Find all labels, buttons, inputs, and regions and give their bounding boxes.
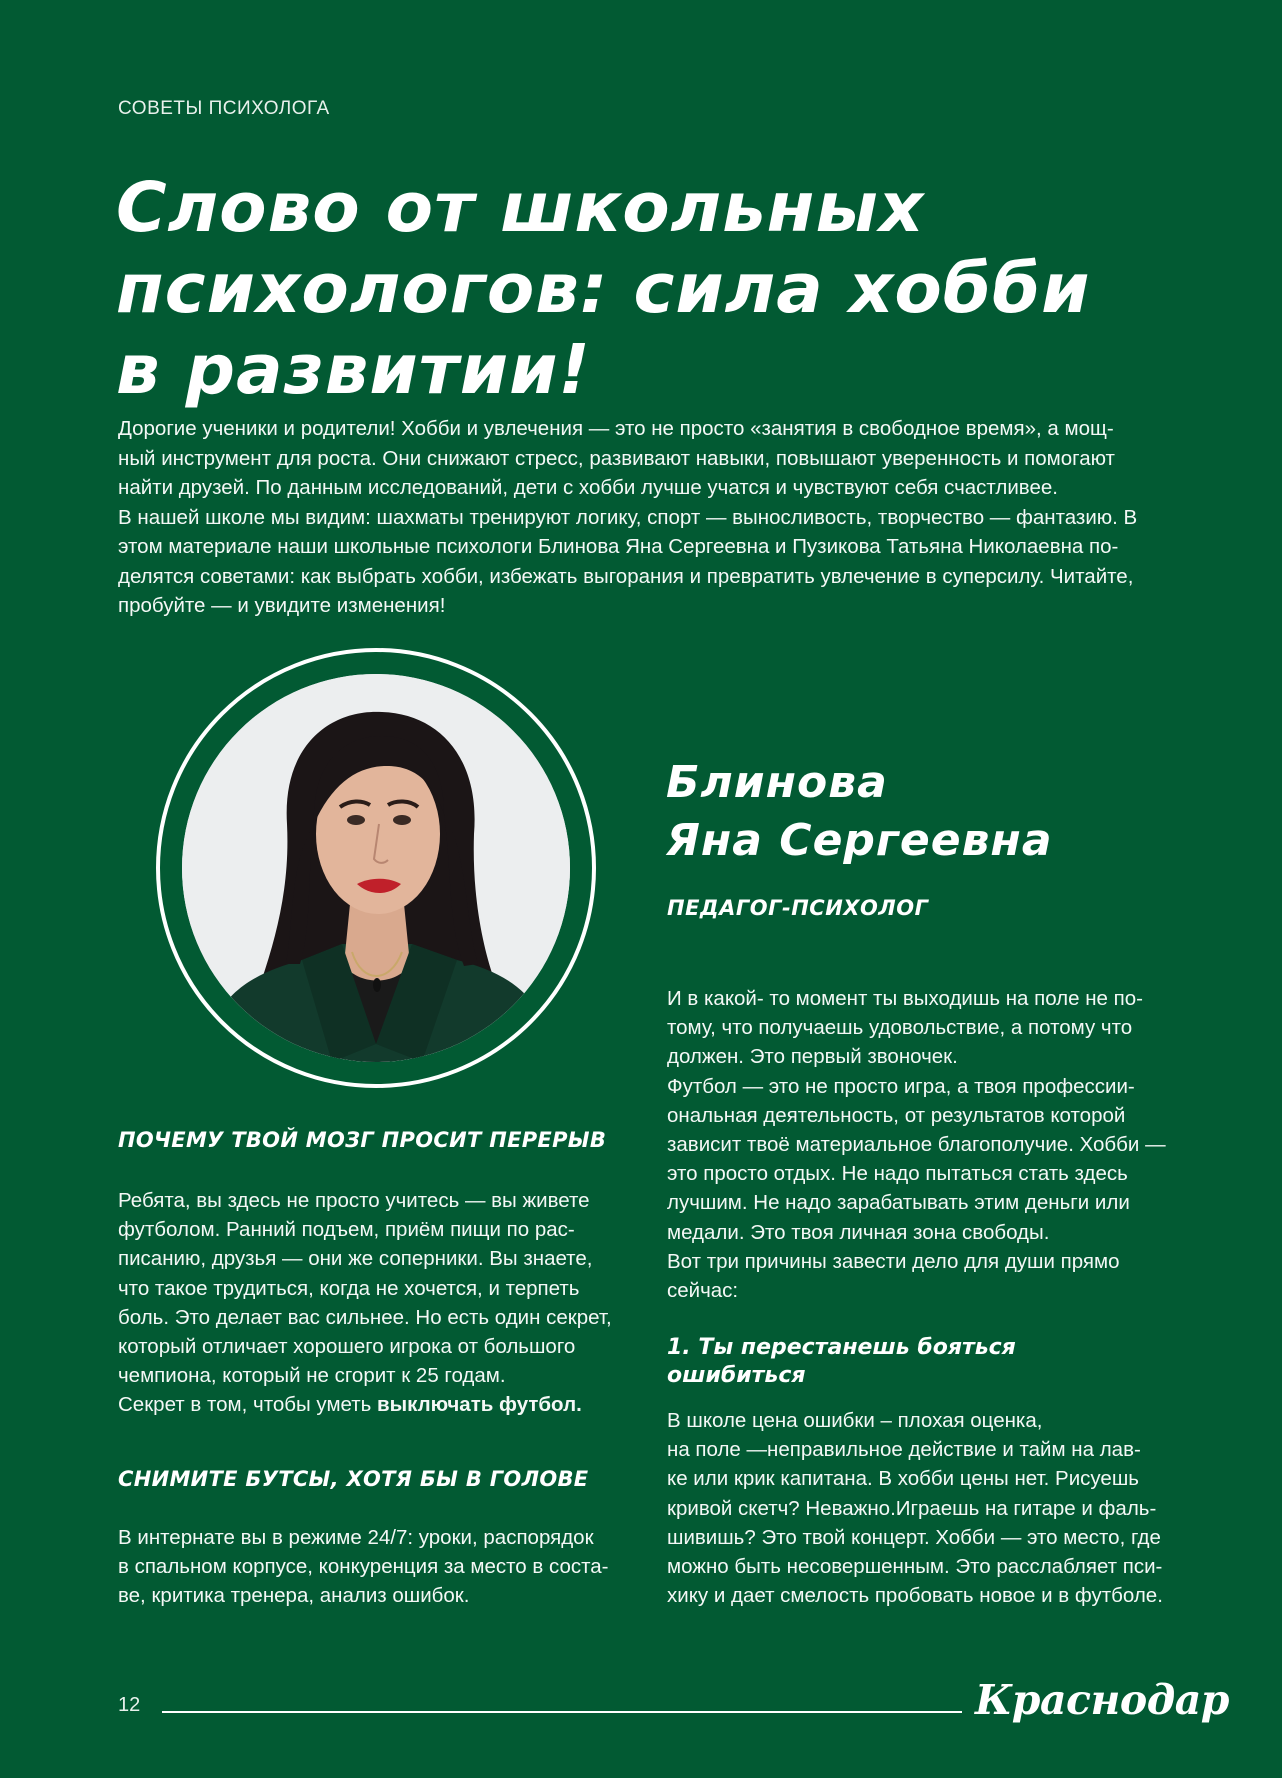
secret-bold: выключать футбол. — [377, 1393, 582, 1417]
name-line: Блинова — [666, 757, 888, 808]
subheading-take-off-boots: СНИМИТЕ БУТСЫ, ХОТЯ БЫ В ГОЛОВЕ — [118, 1467, 589, 1491]
psychologist-name — [666, 754, 1053, 870]
text-line: хику и дает смелость пробовать новое и в футболе. — [667, 1584, 1163, 1608]
psychologist-role: ПЕДАГОГ-ПСИХОЛОГ — [667, 896, 929, 920]
intro-line: делятся советами: как выбрать хобби, избежать выгорания и превратить увлечение в суперсилу. Читайте, — [118, 564, 1134, 588]
text-line: это просто отдых. Не надо пытаться стать здесь — [667, 1162, 1128, 1186]
text-line: ональная деятельность, от результатов которой — [667, 1103, 1126, 1127]
right-paragraph-1 — [667, 984, 1187, 1305]
text-line: должен. Это первый звоночек. — [667, 1045, 958, 1069]
text-line: Футбол — это не просто игра, а твоя профессии- — [667, 1074, 1135, 1098]
text-line: сейчас: — [667, 1279, 739, 1303]
intro-line: Дорогие ученики и родители! Хобби и увлечения — это не просто «занятия в свободное время», а мощ- — [118, 417, 1114, 440]
section-label: СОВЕТЫ ПСИХОЛОГА — [118, 98, 330, 119]
reason-head-line: ошибиться — [667, 1363, 806, 1388]
intro-line: ный инструмент для роста. Они снижают стресс, развивают навыки, повышают уверенность и помогают — [118, 446, 1115, 470]
text-line: Вот три причины завести дело для души прямо — [667, 1249, 1120, 1273]
text-line: в спальном корпусе, конкуренция за место в соста- — [118, 1555, 609, 1579]
text-line: В интернате вы в режиме 24/7: уроки, распорядок — [118, 1526, 594, 1549]
text-line: чемпиона, который не сгорит к 25 годам. — [118, 1364, 506, 1388]
name-line: Яна Сергеевна — [666, 815, 1053, 866]
text-line: шивишь? Это твой концерт. Хобби — это место, где — [667, 1525, 1161, 1549]
headline-line: Слово от школьных — [116, 168, 925, 248]
text-line: кривой скетч? Неважно.Играешь на гитаре и фаль- — [667, 1496, 1157, 1520]
text-line: Ребята, вы здесь не просто учитесь — вы живете — [118, 1189, 590, 1212]
text-line: на поле —неправильное действие и тайм на лав- — [667, 1438, 1141, 1462]
subheading-brain-break: ПОЧЕМУ ТВОЙ МОЗГ ПРОСИТ ПЕРЕРЫВ — [118, 1128, 607, 1152]
text-line: ве, критика тренера, анализ ошибок. — [118, 1584, 470, 1608]
headline-line: в развитии! — [116, 330, 591, 410]
krasnodar-logo: Краснодар — [975, 1676, 1229, 1724]
text-line: И в какой- то момент ты выходишь на поле не по- — [667, 987, 1143, 1010]
intro-line: В нашей школе мы видим: шахматы тренируют логику, спорт — выносливость, творчество — фантазию. В — [118, 505, 1138, 529]
intro-line: этом материале наши школьные психологи Блинова Яна Сергеевна и Пузикова Татьяна Николаевна по- — [118, 535, 1119, 558]
text-line: зависит твоё материальное благополучие. Хобби — — [667, 1133, 1166, 1157]
secret-prefix: Секрет в том, чтобы уметь — [118, 1393, 378, 1417]
text-line: который отличает хорошего игрока от большого — [118, 1335, 576, 1359]
reason-1-text — [667, 1406, 1187, 1610]
text-line: писанию, друзья — они же соперники. Вы знаете, — [118, 1247, 593, 1271]
text-line: тому, что получаешь удовольствие, а потому что — [667, 1016, 1133, 1040]
text-line: можно быть несовершенным. Это расслабляет пси- — [667, 1555, 1163, 1579]
text-line: медали. Это твоя личная зона свободы. — [667, 1220, 1050, 1244]
text-line: боль. Это делает вас сильнее. Но есть один секрет, — [118, 1305, 612, 1329]
portrait-photo — [182, 674, 570, 1062]
intro-paragraph — [118, 414, 1178, 621]
left-paragraph-2 — [118, 1523, 638, 1611]
page-headline — [116, 168, 1116, 411]
text-line: лучшим. Не надо зарабатывать этим деньги или — [667, 1191, 1130, 1215]
secret-line — [118, 1390, 638, 1419]
footer-divider — [162, 1711, 962, 1713]
text-line: В школе цена ошибки – плохая оценка, — [667, 1409, 1043, 1432]
left-paragraph-1 — [118, 1186, 638, 1420]
text-line: футболом. Ранний подъем, приём пищи по рас- — [118, 1218, 575, 1242]
intro-line: найти друзей. По данным исследований, дети с хобби лучше учатся и чувствуют себя счастливее. — [118, 476, 1058, 499]
intro-line: пробуйте — и увидите изменения! — [118, 594, 446, 617]
text-line: ке или крик капитана. В хобби цены нет. Рисуешь — [667, 1467, 1139, 1491]
headline-line: психологов: сила хобби — [116, 249, 1091, 329]
reason-head-line: 1. Ты перестанешь бояться — [667, 1335, 1016, 1360]
page-number: 12 — [118, 1694, 141, 1716]
text-line: что такое трудиться, когда не хочется, и терпеть — [118, 1276, 580, 1300]
reason-1-heading — [667, 1334, 1187, 1390]
portrait-illustration — [182, 674, 570, 1062]
